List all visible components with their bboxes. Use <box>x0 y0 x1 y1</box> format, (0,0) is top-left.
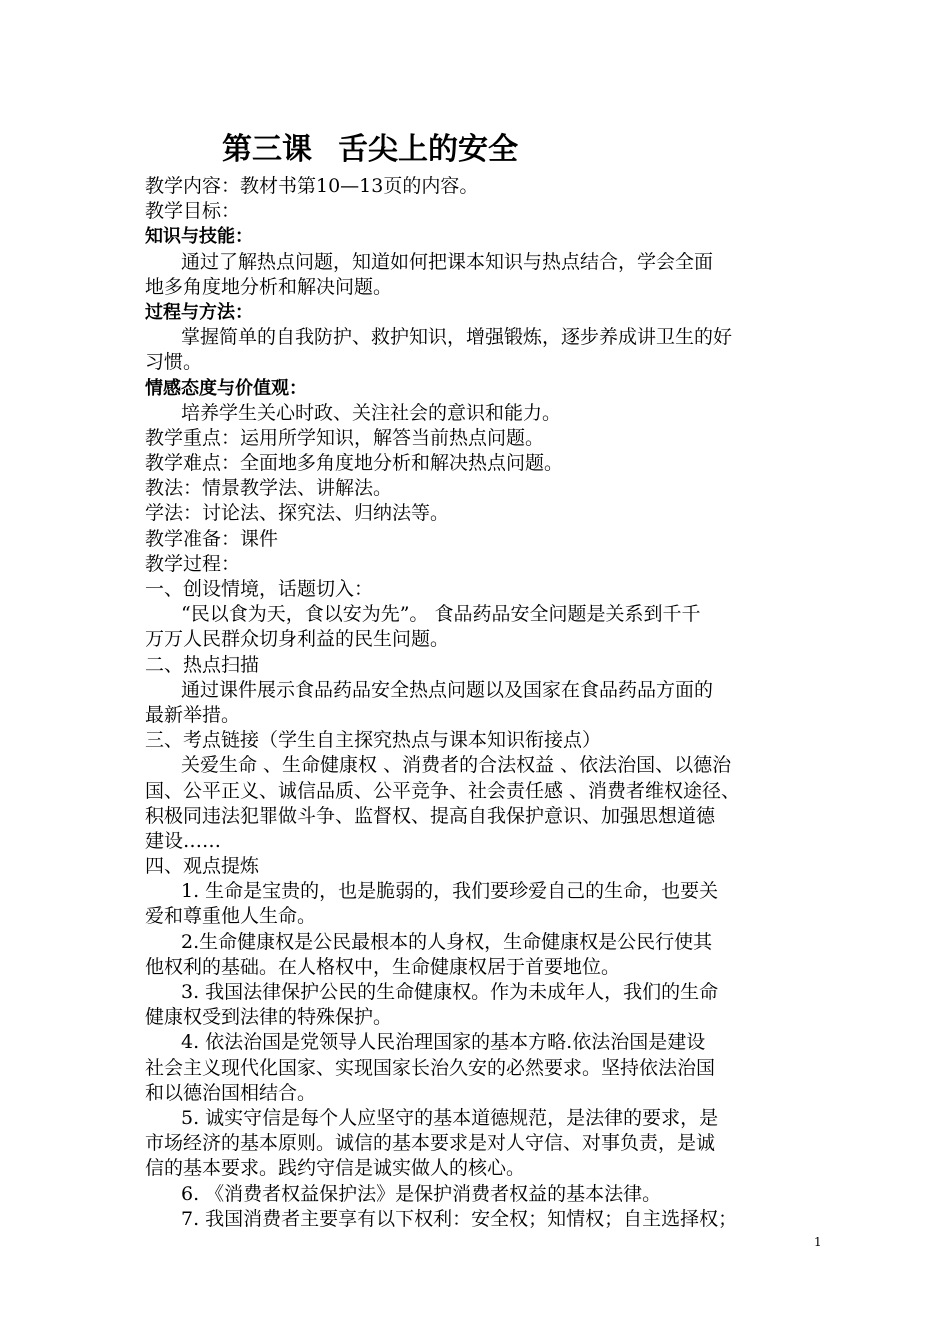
text-line: 3. 我国法律保护公民的生命健康权。作为未成年人，我们的生命 <box>181 981 719 1003</box>
text-line: 三、考点链接（学生自主探究热点与课本知识衔接点） <box>145 729 602 752</box>
title-lesson-number: 第三课 <box>222 132 312 167</box>
text-line: 教学内容：教材书第10—13页的内容。 <box>145 175 479 197</box>
text-line: 教学过程： <box>145 552 241 575</box>
title-lesson-name: 舌尖上的安全 <box>338 132 518 167</box>
text-line: 地多角度地分析和解决问题。 <box>145 275 393 298</box>
text-line: 教学目标： <box>145 200 241 223</box>
text-line: 教学重点：运用所学知识，解答当前热点问题。 <box>145 426 545 449</box>
section-heading: 过程与方法： <box>145 301 253 323</box>
text-line: 教法：情景教学法、讲解法。 <box>145 477 393 500</box>
lesson-title <box>222 128 518 172</box>
text-line: 国、公平正义、诚信品质、公平竞争、社会责任感 、消费者维权途径、 <box>145 779 741 802</box>
text-line: 社会主义现代化国家、实现国家长治久安的必然要求。坚持依法治国 <box>145 1056 716 1079</box>
text-line: 6. 《消费者权益保护法》是保护消费者权益的基本法律。 <box>181 1182 662 1205</box>
text-line: 5. 诚实守信是每个人应坚守的基本道德规范，是法律的要求，是 <box>181 1106 719 1129</box>
section-heading: 知识与技能： <box>145 226 253 248</box>
text-line: 一、创设情境，话题切入： <box>145 578 374 600</box>
text-line: 积极同违法犯罪做斗争、监督权、提高自我保护意识、加强思想道德 <box>145 804 716 827</box>
text-line: 信的基本要求。践约守信是诚实做人的核心。 <box>145 1157 526 1180</box>
text-line: 关爱生命 、生命健康权 、消费者的合法权益 、依法治国、以德治 <box>181 754 732 777</box>
text-line: 1. 生命是宝贵的，也是脆弱的，我们要珍爱自己的生命，也要关 <box>181 880 719 903</box>
text-line: 培养学生关心时政、关注社会的意识和能力。 <box>181 401 562 424</box>
text-line: 和以德治国相结合。 <box>145 1081 317 1104</box>
text-line: 二、热点扫描 <box>145 653 260 676</box>
text-line: 建设…… <box>145 829 222 852</box>
text-line: 万万人民群众切身利益的民生问题。 <box>145 628 450 651</box>
text-line: 四、观点提炼 <box>145 855 260 878</box>
text-line: 市场经济的基本原则。诚信的基本要求是对人守信、对事负责，是诚 <box>145 1132 716 1155</box>
text-line: 教学难点：全面地多角度地分析和解决热点问题。 <box>145 452 564 475</box>
text-line: 7. 我国消费者主要享有以下权利：安全权；知情权；自主选择权； <box>181 1207 738 1230</box>
text-line: 教学准备：课件 <box>145 527 279 550</box>
text-line: 通过了解热点问题，知道如何把课本知识与热点结合，学会全面 <box>181 250 714 273</box>
text-line: 最新举措。 <box>145 703 241 726</box>
section-heading: 情感态度与价值观： <box>145 377 307 399</box>
document-body <box>145 174 810 1232</box>
page-number: 1 <box>814 1235 822 1249</box>
text-line: 2.生命健康权是公民最根本的人身权，生命健康权是公民行使其 <box>181 930 713 953</box>
text-line: 习惯。 <box>145 351 203 374</box>
text-line: 学法：讨论法、探究法、归纳法等。 <box>145 502 450 525</box>
text-line: 通过课件展示食品药品安全热点问题以及国家在食品药品方面的 <box>181 678 714 701</box>
text-line: 他权利的基础。在人格权中，生命健康权居于首要地位。 <box>145 955 621 978</box>
text-line: 4. 依法治国是党领导人民治理国家的基本方略.依法治国是建设 <box>181 1031 706 1054</box>
text-line: 健康权受到法律的特殊保护。 <box>145 1006 393 1029</box>
text-line: 爱和尊重他人生命。 <box>145 905 317 928</box>
text-line: 掌握简单的自我防护、救护知识，增强锻炼，逐步养成讲卫生的好 <box>181 326 733 349</box>
text-line: “民以食为天，食以安为先”。 食品药品安全问题是关系到千千 <box>181 603 701 626</box>
